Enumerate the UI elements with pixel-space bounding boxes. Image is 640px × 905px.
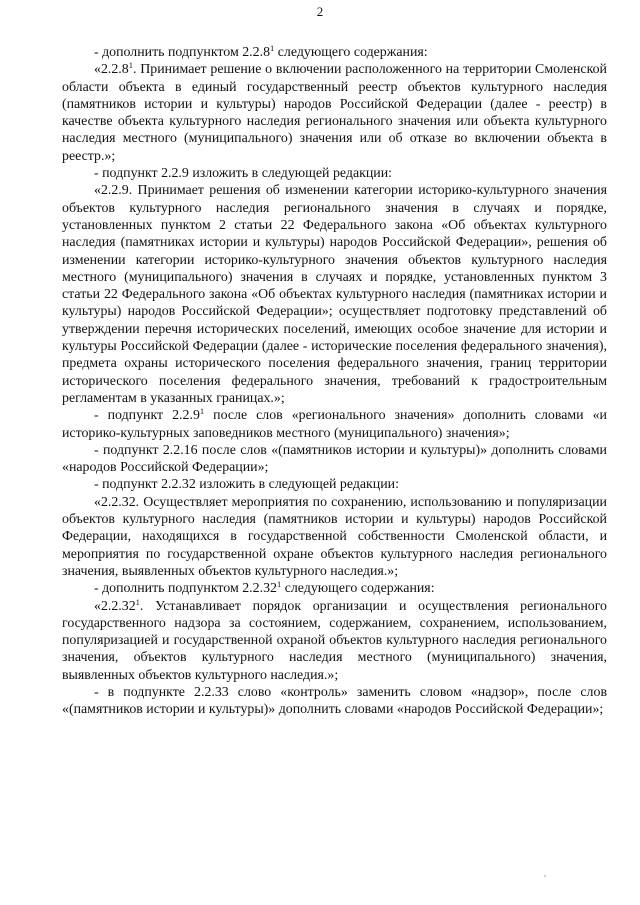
paragraph-add-2-2-8-1: - дополнить подпунктом 2.2.8$^1$ следующего содержания: <box>94 43 428 60</box>
document-body <box>62 44 607 719</box>
paragraph-amend-2-2-9-1: - подпункт 2.2.9$^1$ после слов «регионального значения» дополнить словами «и историко-культурных заповедников местного (муниципального) значения»; <box>62 406 607 441</box>
paragraph-amend-2-2-16: - подпункт 2.2.16 после слов «(памятников истории и культуры)» дополнить словами «народов Российской Федерации»; <box>62 442 607 476</box>
page-number: 2 <box>316 4 324 19</box>
paragraph-add-2-2-32-1: - дополнить подпунктом 2.2.32$^1$ следующего содержания: <box>94 579 435 597</box>
paragraph-amend-2-2-33: - в подпункте 2.2.33 слово «контроль» заменить словом «надзор», после слов «(памятников истории и культуры)» дополнить словами «народов Российской Федерации»; <box>62 684 607 718</box>
scan-speck <box>544 875 546 877</box>
paragraph-text-2-2-9: «2.2.9. Принимает решения об изменении категории историко-культурного значения объектов культурного наследия регионального значения в случаях и порядке, установленных пунктом 2 статьи 22 Федерального закона «Об объектах культурного наследия (памятниках истории и культуры) народов Российской Федерации», решения об изменении категории историко-культурного значения объектов культурного наследия местного (муниципального) значения в случаях и порядке, установленных пунктом 3 статьи 22 Федерального закона «Об объектах культурного наследия (памятниках истории и культуры) народов Российской Федерации»; осуществляет подготовку представлений об утверждении перечня исторических поселений, имеющих особое значение для истории и культуры Российской Федерации (далее - исторические поселения федерального значения), предмета охраны исторического поселения федерального значения, границ территории исторического поселения федерального значения, требований к градостроительным регламентам в указанных границах.»; <box>62 183 607 406</box>
paragraph-text-2-2-32: «2.2.32. Осуществляет мероприятия по сохранению, использованию и популяризации объектов культурного наследия (памятников истории и культуры) народов Российской Федерации, находящихся в государственной собственности Смоленской области, и мероприятия по государственной охране объектов культурного наследия регионального значения, выявленных объектов культурного наследия.»; <box>62 494 607 579</box>
paragraph-text-2-2-8-1: «2.2.8$^1$. Принимает решение о включении расположенного на территории Смоленской области объекта в единый государственный реестр объектов культурного наследия (памятников истории и культуры) народов Российской Федерации (далее - реестр) в качестве объекта культурного наследия регионального значения или объекта культурного наследия местного (муниципального) значения или об отказе во включении объекта в реестр.»; <box>62 60 607 164</box>
paragraph-amend-2-2-32: - подпункт 2.2.32 изложить в следующей редакции: <box>94 477 399 493</box>
paragraph-text-2-2-32-1: «2.2.32$^1$. Устанавливает порядок организации и осуществления регионального государственного надзора за состоянием, содержанием, сохранением, использованием, популяризацией и государственной охраной объектов культурного наследия регионального значения, объектов культурного наследия местного (муниципального) значения, выявленных объектов культурного наследия.»; <box>62 596 607 683</box>
paragraph-amend-2-2-9: - подпункт 2.2.9 изложить в следующей редакции: <box>94 166 393 182</box>
